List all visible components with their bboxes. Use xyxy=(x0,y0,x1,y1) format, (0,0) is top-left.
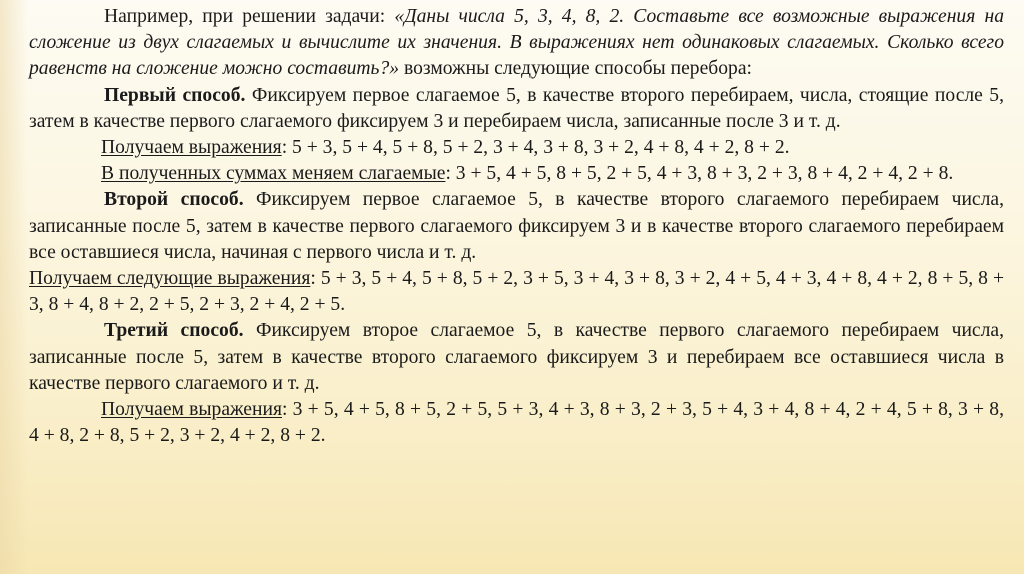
method1-title: Первый способ. xyxy=(104,84,246,106)
intro-lead: Например, при решении задачи: xyxy=(104,6,395,27)
method2-paragraph xyxy=(29,187,1004,266)
method1-result-list: : 5 + 3, 5 + 4, 5 + 8, 5 + 2, 3 + 4, 3 + 8, 3 + 2, 4 + 8, 4 + 2, 8 + 2. xyxy=(281,137,790,159)
method1-swap-label: В полученных суммах меняем слагаемые xyxy=(101,163,446,185)
method3-result xyxy=(29,397,1004,449)
method2-result-label: Получаем следующие выражения xyxy=(29,268,311,290)
slide-body xyxy=(29,4,1004,449)
method3-text: Фиксируем второе слагаемое 5, в качестве первого слагаемого перебираем числа, записанные после 5, затем в качестве второго слагаемого фиксируем 3 и перебираем все оставшиеся числа в качестве первого слагаемого и т. д. xyxy=(29,320,1005,394)
problem-statement: «Даны числа 5, 3, 4, 8, 2. Составьте все возможные выражения на сложение из двух слагаемых и вычислите их значения. В выражениях нет одинаковых слагаемых. Сколько всего равенств на сложение можно составить?» xyxy=(29,6,1004,80)
method2-result-list: : 5 + 3, 5 + 4, 5 + 8, 5 + 2, 3 + 5, 3 + 4, 3 + 8, 3 + 2, 4 + 5, 4 + 3, 4 + 8, 4 + 2, 8 + 5, 8 + 3, 8 + 4, 8 + 2, 2 + 5, 2 + 3, 2 + 4, 2 + 5. xyxy=(29,268,1004,316)
method1-text: Фиксируем первое слагаемое 5, в качестве второго перебираем, числа, стоящие после 5, затем в качестве первого слагаемого фиксируем 3 и перебираем числа, записанные после 3 и т. д. xyxy=(29,84,1004,132)
intro-tail: возможны следующие способы перебора: xyxy=(399,58,752,80)
decorative-border xyxy=(0,0,28,574)
method2-result xyxy=(29,266,1004,318)
method1-swap-list: : 3 + 5, 4 + 5, 8 + 5, 2 + 5, 4 + 3, 8 + 3, 2 + 3, 8 + 4, 2 + 4, 2 + 8. xyxy=(445,163,954,185)
method3-result-label: Получаем выражения xyxy=(101,399,282,421)
method3-paragraph xyxy=(29,318,1004,397)
method3-title: Третий способ. xyxy=(104,320,244,342)
intro-paragraph xyxy=(29,4,1004,83)
method1-result-label: Получаем выражения xyxy=(101,137,282,159)
method1-result xyxy=(29,135,1004,161)
method1-paragraph xyxy=(29,83,1004,135)
method2-title: Второй способ. xyxy=(104,189,244,211)
method1-swap xyxy=(29,161,1004,187)
method2-text: Фиксируем первое слагаемое 5, в качестве второго слагаемого перебираем числа, записанные после 5, затем в качестве первого слагаемого фиксируем 3 и в качестве второго слагаемого перебираем все оставшиеся числа, начиная с первого числа и т. д. xyxy=(29,189,1004,263)
method3-result-list: : 3 + 5, 4 + 5, 8 + 5, 2 + 5, 5 + 3, 4 + 3, 8 + 3, 2 + 3, 5 + 4, 3 + 4, 8 + 4, 2 + 4, 5 + 8, 3 + 8, 4 + 8, 2 + 8, 5 + 2, 3 + 2, 4 + 2, 8 + 2. xyxy=(29,399,1004,447)
